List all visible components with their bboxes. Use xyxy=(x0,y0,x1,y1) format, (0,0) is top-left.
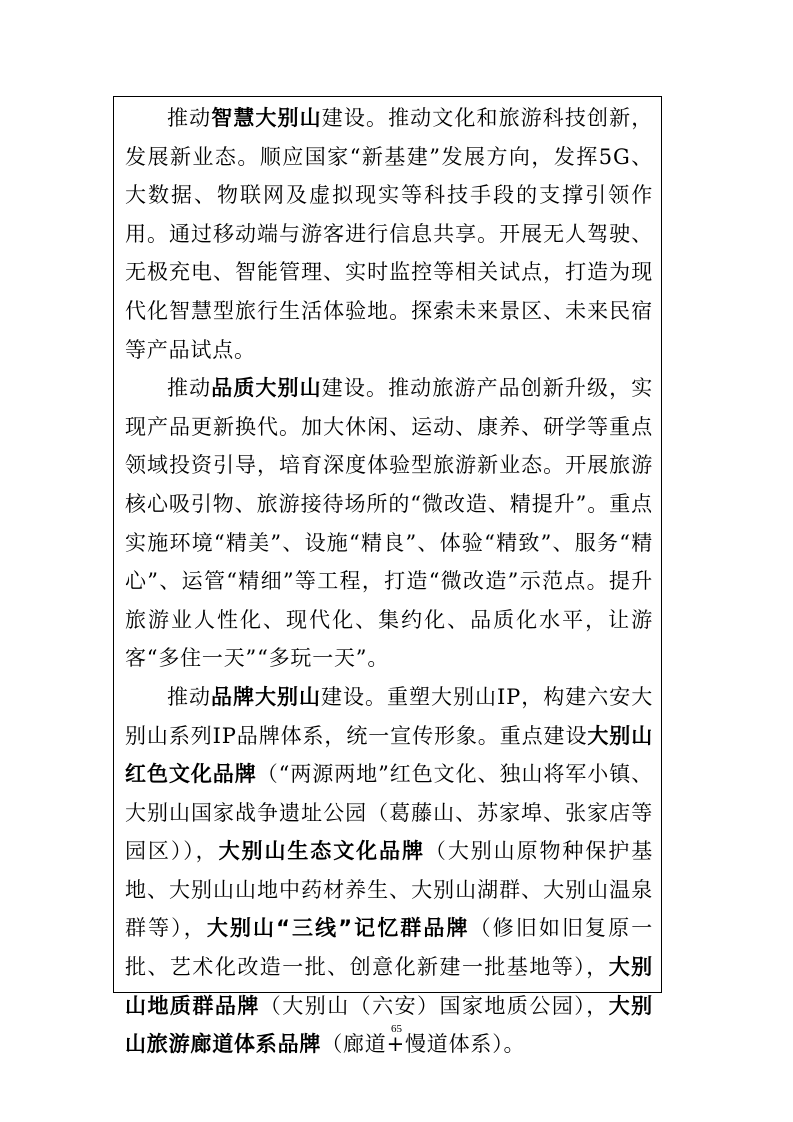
text-segment: （“两源两地”红色文化、独山将军小镇、大别山国家战争遗址公园（葛藤山、苏家埠、张家店等园区））， xyxy=(125,762,653,864)
paragraph-smart-dabieshan xyxy=(125,99,653,369)
text-segment: （大别山原物种保护基地、大别山山地中药材养生、大别山湖群、大别山温泉群等）， xyxy=(125,839,653,941)
bold-brand-third-front: 大别山“三线”记忆群品牌 xyxy=(206,916,470,941)
text-segment: 建设。推动文化和旅游科技创新，发展新业态。顺应国家“新基建”发展方向，发挥5G、大数据、物联网及虚拟现实等科技手段的支撑引领作用。通过移动端与游客进行信息共享。开展无人驾驶、无极充电、智能管理、实时监控等相关试点，打造为现代化智慧型旅行生活体验地。探索未来景区、未来民宿等产品试点。 xyxy=(125,106,654,362)
text-segment: 建设。重塑大别山IP，构建六安大别山系列IP品牌体系，统一宣传形象。重点建设 xyxy=(125,684,653,748)
bold-brand-geology: 大别山地质群品牌 xyxy=(125,955,653,1018)
text-segment: （廊道+慢道体系）。 xyxy=(321,1032,526,1057)
paragraph-brand-dabieshan xyxy=(125,678,653,1064)
text-segment: 建设。推动旅游产品创新升级，实现产品更新换代。加大休闲、运动、康养、研学等重点领域投资引导，培育深度体验型旅游新业态。开展旅游核心吸引物、旅游接待场所的“微改造、精提升”。重点实施环境“精美”、设施“精良”、体验“精致”、服务“精心”、运管“精细”等工程，打造“微改造”示范点。提升旅游业人性化、现代化、集约化、品质化水平，让游客“多住一天”“多玩一天”。 xyxy=(125,376,654,671)
text-segment: （修旧如旧复原一批、艺术化改造一批、创意化新建一批基地等）， xyxy=(125,916,654,980)
text-segment: 推动 xyxy=(167,684,211,709)
text-segment: 推动 xyxy=(167,106,212,130)
paragraph-quality-dabieshan xyxy=(125,369,653,678)
bold-brand-eco-culture: 大别山生态文化品牌 xyxy=(218,839,425,864)
text-segment: （大别山（六安）国家地质公园）， xyxy=(259,993,609,1018)
bold-heading-quality: 品质大别山 xyxy=(211,376,322,401)
bold-heading-brand: 品牌大别山 xyxy=(211,684,321,709)
bold-heading-smart: 智慧大别山 xyxy=(211,106,322,130)
text-segment: 推动 xyxy=(167,376,212,401)
bold-brand-red-culture: 大别山红色文化品牌 xyxy=(125,723,653,787)
bold-brand-corridor: 大别山旅游廊道体系品牌 xyxy=(125,993,653,1057)
page-number: 65 xyxy=(391,1023,402,1035)
